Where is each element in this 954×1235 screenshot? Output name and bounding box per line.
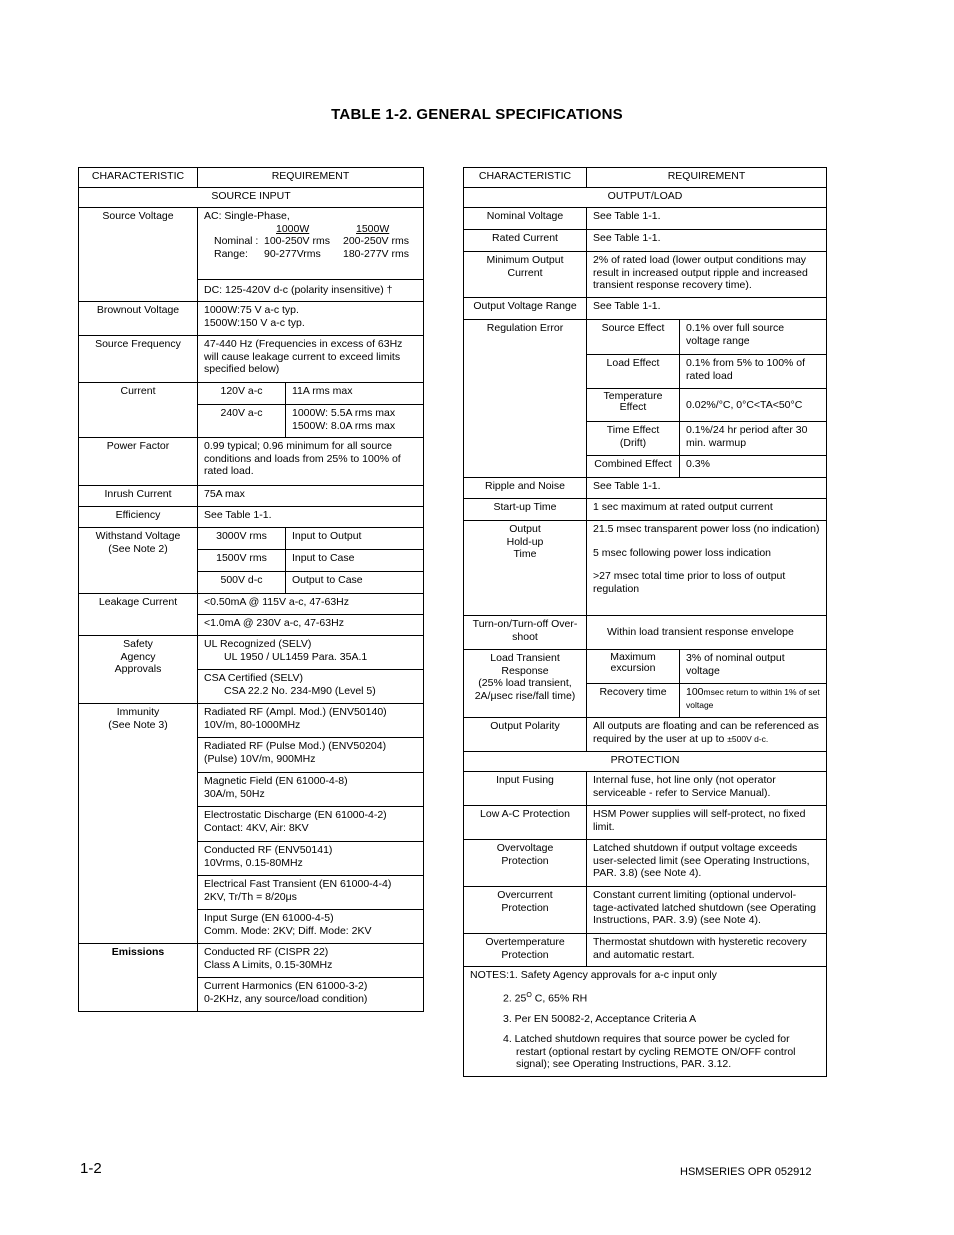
immunity-row: Electrostatic Discharge (EN 61000-4-2) Contact: 4KV, Air: 8KV — [198, 807, 424, 842]
left-spec-table — [78, 167, 424, 1012]
overvoltage-value: Latched shutdown if output voltage exceeds user-selected limit (see Operating Instructions, PAR. 3.8) (see Note 4). — [587, 840, 827, 887]
section-source-input: SOURCE INPUT — [79, 188, 424, 208]
combined-effect-value: 0.3% — [680, 456, 827, 478]
low-ac-value: HSM Power supplies will self-protect, no fixed limit. — [587, 806, 827, 840]
efficiency-value: See Table 1-1. — [198, 507, 424, 528]
source-voltage-label: Source Voltage — [79, 208, 198, 302]
source-effect-value: 0.1% over full source voltage range — [680, 320, 827, 355]
withstand-t1: Input to Output — [286, 528, 424, 550]
withstand-v3: 500V d-c — [198, 572, 286, 594]
note-1: NOTES:1. Safety Agency approvals for a-c input only — [470, 969, 717, 981]
withstand-v1: 3000V rms — [198, 528, 286, 550]
nominal-voltage-label: Nominal Voltage — [464, 208, 587, 230]
emissions-row: Current Harmonics (EN 61000-3-2) 0-2KHz, any source/load condition) — [198, 978, 424, 1012]
max-excursion-label: Maximum excursion — [587, 650, 680, 684]
holdup-value: 21.5 msec transparent power loss (no indication) 5 msec following power loss indication >27 msec total time prior to loss of output regulation — [587, 521, 827, 616]
current-r1: 11A rms max — [286, 383, 424, 405]
time-effect-value: 0.1%/24 hr period after 30 min. warmup — [680, 422, 827, 456]
section-protection: PROTECTION — [464, 752, 827, 772]
document-id: HSMSERIES OPR 052912 — [680, 1166, 812, 1178]
safety-label: Safety Agency Approvals — [79, 636, 198, 704]
turnon-label: Turn-on/Turn-off Over-shoot — [464, 616, 587, 650]
withstand-label: Withstand Voltage (See Note 2) — [79, 528, 198, 594]
power-factor-value: 0.99 typical; 0.96 minimum for all source conditions and loads from 25% to 100% of rated load. — [198, 438, 424, 486]
header-characteristic: CHARACTERISTIC — [79, 168, 198, 188]
inrush-value: 75A max — [198, 486, 424, 507]
source-frequency-label: Source Frequency — [79, 336, 198, 383]
source-voltage-ac: AC: Single-Phase, 1000W 1500W Nominal : 100-250V rms 200-250V rms Range: 90-277Vrms 180-277V rms — [198, 208, 424, 280]
overcurrent-value: Constant current limiting (optional undervol-tage-activated latched shutdown (see Operating Instructions, PAR. 3.9) (see Note 4). — [587, 887, 827, 934]
current-v2: 240V a-c — [198, 405, 286, 438]
brownout-label: Brownout Voltage — [79, 302, 198, 336]
load-effect-label: Load Effect — [587, 355, 680, 389]
right-spec-table — [463, 167, 827, 1077]
immunity-row: Input Surge (EN 61000-4-5) Comm. Mode: 2KV; Diff. Mode: 2KV — [198, 910, 424, 944]
current-label: Current — [79, 383, 198, 438]
emissions-row: Conducted RF (CISPR 22) Class A Limits, 0.15-30MHz — [198, 944, 424, 978]
nominal-voltage-value: See Table 1-1. — [587, 208, 827, 230]
time-effect-label: Time Effect (Drift) — [587, 422, 680, 456]
max-excursion-value: 3% of nominal output voltage — [680, 650, 827, 684]
min-output-label: Minimum Output Current — [464, 252, 587, 298]
safety-csa: CSA Certified (SELV) CSA 22.2 No. 234-M90 (Level 5) — [198, 670, 424, 704]
withstand-t3: Output to Case — [286, 572, 424, 594]
leakage-v1: <0.50mA @ 115V a-c, 47-63Hz — [198, 594, 424, 615]
overtemp-label: Overtemperature Protection — [464, 934, 587, 967]
page-number: 1-2 — [80, 1160, 102, 1177]
inrush-label: Inrush Current — [79, 486, 198, 507]
regulation-label: Regulation Error — [464, 320, 587, 478]
leakage-label: Leakage Current — [79, 594, 198, 636]
safety-ul: UL Recognized (SELV) UL 1950 / UL1459 Para. 35A.1 — [198, 636, 424, 670]
polarity-label: Output Polarity — [464, 718, 587, 752]
leakage-v2: <1.0mA @ 230V a-c, 47-63Hz — [198, 615, 424, 636]
efficiency-label: Efficiency — [79, 507, 198, 528]
temperature-effect-label: Temperature Effect — [587, 389, 680, 422]
withstand-v2: 1500V rms — [198, 550, 286, 572]
brownout-value: 1000W:75 V a-c typ. 1500W:150 V a-c typ. — [198, 302, 424, 336]
header-characteristic: CHARACTERISTIC — [464, 168, 587, 188]
immunity-row: Electrical Fast Transient (EN 61000-4-4) 2KV, Tr/Th = 8/20μs — [198, 876, 424, 910]
immunity-row: Conducted RF (ENV50141) 10Vrms, 0.15-80MHz — [198, 842, 424, 876]
header-requirement: REQUIREMENT — [198, 168, 424, 188]
immunity-row: Radiated RF (Pulse Mod.) (ENV50204) (Pulse) 10V/m, 900MHz — [198, 738, 424, 773]
startup-value: 1 sec maximum at rated output current — [587, 499, 827, 521]
polarity-value: All outputs are floating and can be referenced as required by the user at up to ±500V d-c. — [587, 718, 827, 752]
source-frequency-value: 47-440 Hz (Frequencies in excess of 63Hz will cause leakage current to exceed limits specified below) — [198, 336, 424, 383]
withstand-t2: Input to Case — [286, 550, 424, 572]
source-effect-label: Source Effect — [587, 320, 680, 355]
holdup-label: Output Hold-up Time — [464, 521, 587, 616]
note-2: 2. $25^O$ C, 65% RH — [503, 991, 588, 1004]
ripple-label: Ripple and Noise — [464, 478, 587, 499]
current-v1: 120V a-c — [198, 383, 286, 405]
recovery-time-value: 100msec return to within 1% of set voltage — [680, 684, 827, 718]
low-ac-label: Low A-C Protection — [464, 806, 587, 840]
immunity-label: Immunity (See Note 3) — [79, 704, 198, 944]
notes — [464, 967, 827, 1077]
fusing-label: Input Fusing — [464, 772, 587, 806]
source-voltage-dc: DC: 125-420V d-c (polarity insensitive) † — [198, 280, 424, 302]
output-range-label: Output Voltage Range — [464, 298, 587, 320]
recovery-time-label: Recovery time — [587, 684, 680, 718]
output-range-value: See Table 1-1. — [587, 298, 827, 320]
emissions-label: Emissions — [79, 944, 198, 1012]
fusing-value: Internal fuse, hot line only (not operator serviceable - refer to Service Manual). — [587, 772, 827, 806]
transient-label: Load Transient Response (25% load transient, 2A/μsec rise/fall time) — [464, 650, 587, 718]
immunity-row: Magnetic Field (EN 61000-4-8) 30A/m, 50Hz — [198, 773, 424, 807]
overtemp-value: Thermostat shutdown with hysteretic recovery and automatic restart. — [587, 934, 827, 967]
rated-current-value: See Table 1-1. — [587, 230, 827, 252]
current-r2: 1000W: 5.5A rms max 1500W: 8.0A rms max — [286, 405, 424, 438]
overvoltage-label: Overvoltage Protection — [464, 840, 587, 887]
rated-current-label: Rated Current — [464, 230, 587, 252]
immunity-row: Radiated RF (Ampl. Mod.) (ENV50140) 10V/m, 80-1000MHz — [198, 704, 424, 738]
table-title: TABLE 1-2. GENERAL SPECIFICATIONS — [331, 106, 623, 123]
combined-effect-label: Combined Effect — [587, 456, 680, 478]
note-3: 3. Per EN 50082-2, Acceptance Criteria A — [503, 1012, 697, 1025]
power-factor-label: Power Factor — [79, 438, 198, 486]
note-4: 4. Latched shutdown requires that source power be cycled for restart (optional restart by cycling REMOTE ON/OFF control signal); see Operating Instructions, PAR. 3.12. — [503, 1033, 796, 1070]
startup-label: Start-up Time — [464, 499, 587, 521]
min-output-value: 2% of rated load (lower output conditions may result in increased output ripple and increased transient response recovery time). — [587, 252, 827, 298]
load-effect-value: 0.1% from 5% to 100% of rated load — [680, 355, 827, 389]
header-requirement: REQUIREMENT — [587, 168, 827, 188]
ripple-value: See Table 1-1. — [587, 478, 827, 499]
temperature-effect-value: 0.02%/°C, 0°C<TA<50°C — [680, 389, 827, 422]
overcurrent-label: Overcurrent Protection — [464, 887, 587, 934]
section-output-load: OUTPUT/LOAD — [464, 188, 827, 208]
turnon-value: Within load transient response envelope — [587, 616, 827, 650]
